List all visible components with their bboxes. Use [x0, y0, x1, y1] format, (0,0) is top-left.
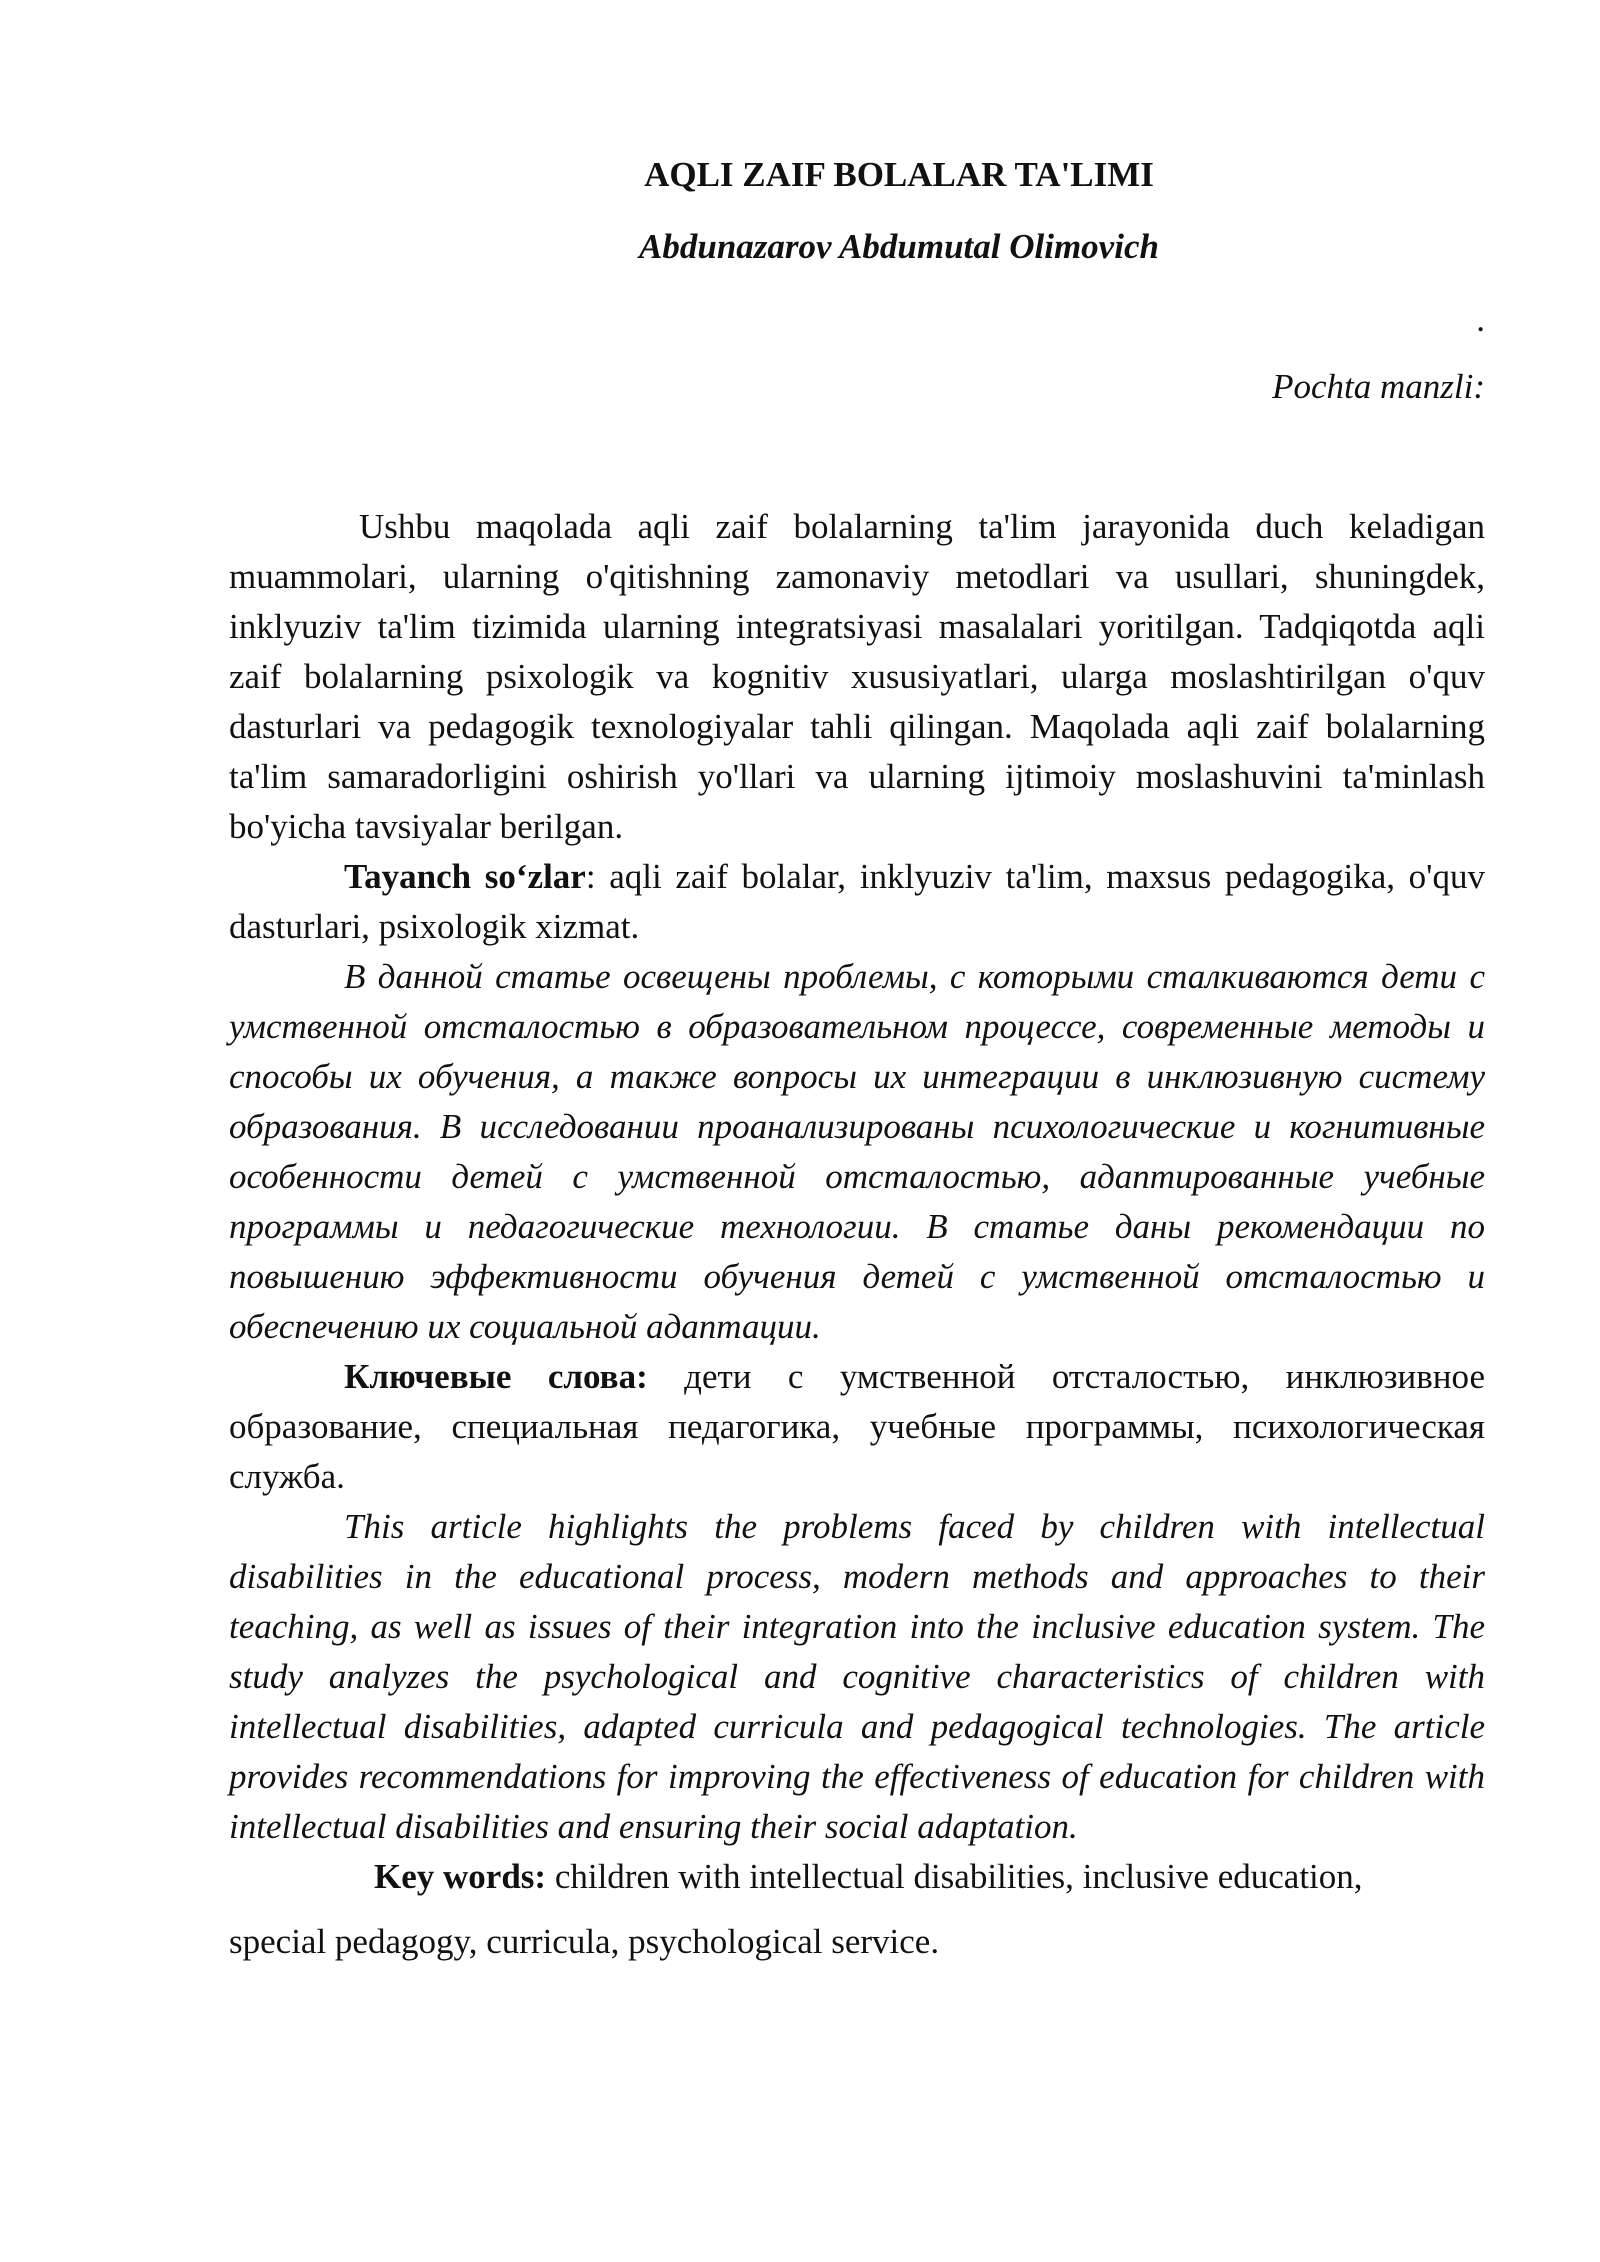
abstract-english: This article highlights the problems faced by children with intellectual disabilities in the educational process, modern methods and approaches to their teaching, as well as issues of their integration into the inclusive education system. The study analyzes the psychological and cognitive characteristics of children with intellectual disabilities, adapted curricula and pedagogical technologies. The article provides recommendations for improving the effectiveness of education for children with intellectual disabilities and ensuring their social adaptation. — [229, 1507, 1485, 1846]
keywords-russian — [229, 1352, 1485, 1502]
keywords-uzbek — [229, 852, 1485, 952]
keywords-english-label: Key words: — [374, 1857, 547, 1896]
keywords-uzbek-text: : aqli zaif bolalar, inklyuziv ta'lim, maxsus pedagogika, o'quv dasturlari, psixologik xizmat. — [229, 857, 1485, 946]
keywords-russian-text: дети с умственной отсталостью, инклюзивное образование, специальная педагогика, учебные программы, психологическая служба. — [229, 1357, 1485, 1496]
abstract-russian: В данной статье освещены проблемы, с которыми сталкиваются дети с умственной отсталостью в образовательном процессе, современные методы и способы их обучения, а также вопросы их интеграции в инклюзивную систему образования. В исследовании проанализированы психологические и когнитивные особенности детей с умственной отсталостью, адаптированные учебные программы и педагогические технологии. В статье даны рекомендации по повышению эффективности обучения детей с умственной отсталостью и обеспечению их социальной адаптации. — [229, 957, 1485, 1346]
article-body — [229, 502, 1485, 1967]
keywords-uzbek-label: Tayanch so‘zlar — [344, 857, 586, 896]
keywords-english-text: children with intellectual disabilities, inclusive education, — [546, 1857, 1363, 1896]
abstract-uzbek: Ushbu maqolada aqli zaif bolalarning ta'lim jarayonida duch keladigan muammolari, ularning o'qitishning zamonaviy metodlari va usullari, shuningdek, inklyuziv ta'lim tizimida ularning integratsiyasi masalalari yoritilgan. Tadqiqotda aqli zaif bolalarning psixologik va kognitiv xususiyatlari, ularga moslashtirilgan o'quv dasturlari va pedagogik texnologiyalar tahli qilingan. Maqolada aqli zaif bolalarning ta'lim samaradorligini oshirish yo'llari va ularning ijtimoiy moslashuvini ta'minlash bo'yicha tavsiyalar berilgan. — [229, 507, 1485, 846]
article-title: AQLI ZAIF BOLALAR TA'LIMI — [644, 155, 1154, 194]
mail-address-label: Pochta manzli: — [1272, 367, 1485, 406]
separator-dot: . — [1476, 300, 1485, 339]
author-name: Abdunazarov Abdumutal Olimovich — [639, 227, 1159, 266]
keywords-english-tail: special pedagogy, curricula, psychological service. — [229, 1922, 940, 1961]
keywords-english — [229, 1852, 1485, 1967]
keywords-russian-label: Ключевые слова: — [344, 1357, 648, 1396]
